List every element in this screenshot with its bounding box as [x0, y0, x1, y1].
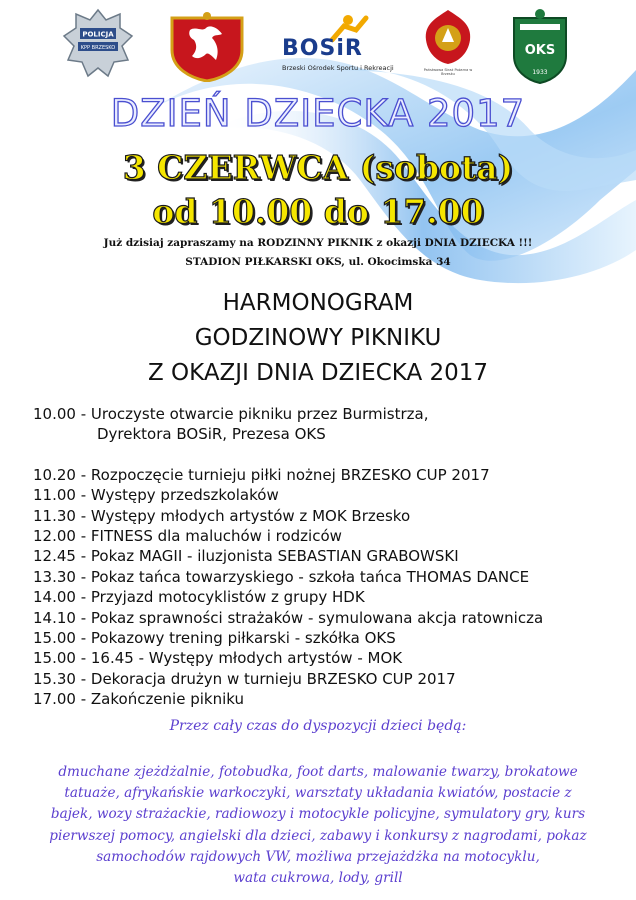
event-time: od 10.00 do 17.00: [152, 192, 484, 231]
venue-line: STADION PIŁKARSKI OKS, ul. Okocimska 34: [185, 256, 451, 268]
schedule-item: 11.00 - Występy przedszkolaków: [33, 486, 279, 505]
oks-year-text: 1933: [532, 69, 548, 76]
bosir-subtitle: Brzeski Ośrodek Sportu i Rekreacji: [282, 64, 394, 72]
invite-line: Już dzisiaj zapraszamy na RODZINNY PIKNIK z okazji DNIA DZIECKA !!!: [103, 237, 533, 249]
heading-line-1: HARMONOGRAM: [222, 290, 414, 316]
fire-brigade-subtitle: Państwowa Straż Pożarna w Brzesku: [423, 68, 473, 76]
schedule-item: 17.00 - Zakończenie pikniku: [33, 690, 244, 709]
schedule-item: 14.00 - Przyjazd motocyklistów z grupy HDK: [33, 588, 365, 607]
availability-line: bajek, wozy strażackie, radiowozy i motocykle policyjne, symulatory gry, kurs: [50, 806, 586, 823]
availability-heading: Przez cały czas do dyspozycji dzieci będą:: [169, 718, 467, 734]
logos-row: [0, 0, 636, 90]
availability-line: tatuaże, afrykańskie warkoczyki, warsztaty układania kwiatów, postacie z: [64, 785, 572, 802]
schedule-item: 10.00 - Uroczyste otwarcie pikniku przez Burmistrza,: [33, 405, 429, 423]
schedule-item: 12.45 - Pokaz MAGII - iluzjonista SEBASTIAN GRABOWSKI: [33, 547, 459, 566]
brzesko-crest-logo: [168, 10, 246, 82]
schedule-item: 15.00 - Pokazowy trening piłkarski - szkółka OKS: [33, 628, 396, 647]
event-title: DZIEŃ DZIECKA 2017: [110, 92, 526, 135]
schedule-item: 14.10 - Pokaz sprawności strażaków - symulowana akcja ratownicza: [33, 608, 544, 627]
fire-emblem-icon: [420, 8, 476, 66]
fire-brigade-logo: [420, 8, 476, 82]
availability-line: pierwszej pomocy, angielski dla dzieci, zabawy i konkursy z nagrodami, pokaz: [49, 827, 587, 844]
heading-line-2: GODZINOWY PIKNIKU: [194, 325, 442, 351]
police-top-text: POLICJA: [82, 30, 114, 39]
event-date: 3 CZERWCA (sobota): [122, 148, 514, 187]
schedule-item: 10.20 - Rozpoczęcie turnieju piłki nożnej BRZESKO CUP 2017: [33, 465, 490, 484]
schedule-item: 13.30 - Pokaz tańca towarzyskiego - szkoła tańca THOMAS DANCE: [33, 567, 530, 586]
bosir-logo: [282, 12, 394, 80]
bosir-name: BOSiR: [282, 36, 363, 61]
availability-list: [40, 762, 596, 889]
schedule-item: 15.30 - Dekoracja drużyn w turnieju BRZESKO CUP 2017: [33, 669, 456, 688]
schedule-heading: [0, 286, 636, 391]
schedule-spacer: [33, 445, 633, 465]
schedule-list: [33, 404, 633, 709]
schedule-item: 12.00 - FITNESS dla maluchów i rodziców: [33, 526, 342, 545]
availability-line: wata cukrowa, lody, grill: [233, 870, 403, 887]
availability-line: samochodów rajdowych VW, możliwa przejażdżka na motocyklu,: [96, 848, 540, 865]
oks-name-text: OKS: [524, 43, 556, 58]
schedule-item-continuation: Dyrektora BOSiR, Prezesa OKS: [97, 425, 326, 444]
heading-line-3: Z OKAZJI DNIA DZIECKA 2017: [147, 360, 489, 386]
police-star-logo: [62, 8, 134, 78]
availability-line: dmuchane zjeżdżalnie, fotobudka, foot darts, malowanie twarzy, brokatowe: [58, 764, 578, 780]
police-bottom-text: KPP BRZESKO: [80, 45, 116, 51]
schedule-item: 15.00 - 16.45 - Występy młodych artystów - MOK: [33, 649, 403, 668]
schedule-item: 11.30 - Występy młodych artystów z MOK Brzesko: [33, 506, 411, 525]
oks-club-logo: [510, 8, 570, 84]
